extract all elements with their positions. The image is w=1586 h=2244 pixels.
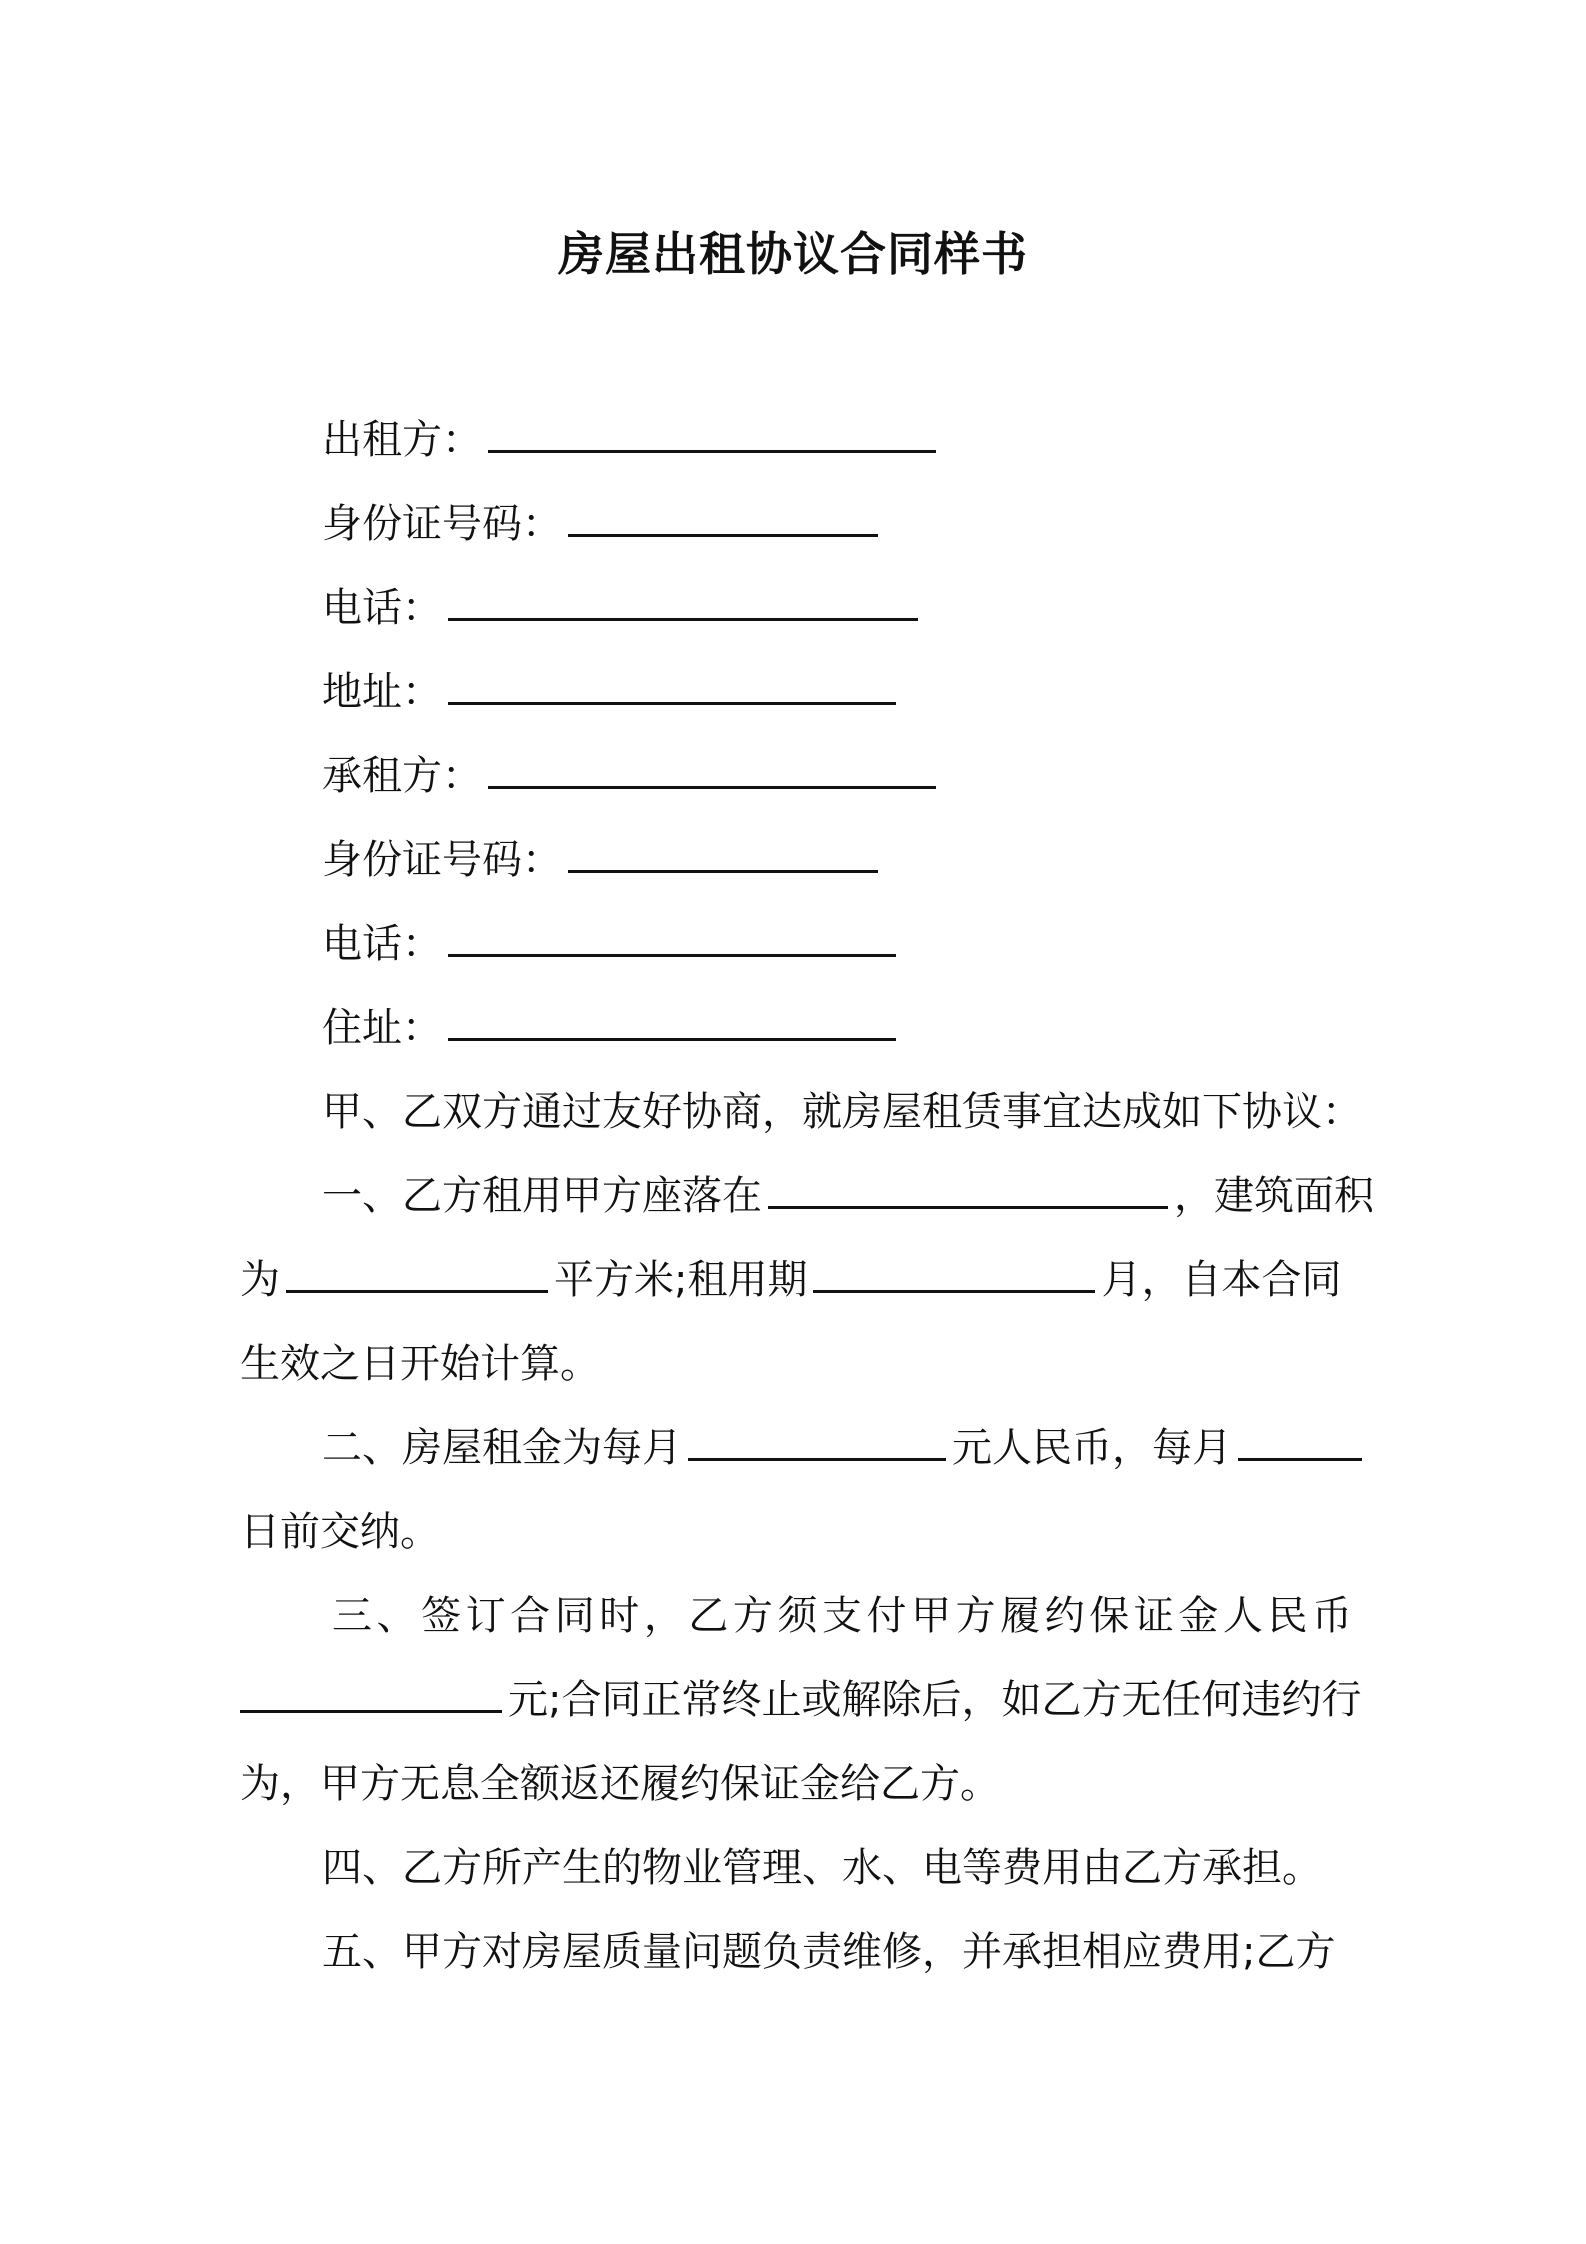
clause-1-text-a: 一、乙方租用甲方座落在 — [322, 1173, 762, 1219]
lessee-phone-label: 电话： — [322, 921, 442, 967]
clause-4: 四、乙方所产生的物业管理、水、电等费用由乙方承担。 — [322, 1845, 1322, 1891]
lessor-name-label: 出租方： — [322, 417, 482, 463]
clause-5-line-1: 五、甲方对房屋质量问题负责维修，并承担相应费用;乙方 — [322, 1929, 1336, 1975]
clause-1-text-e: 月，自本合同 — [1101, 1257, 1342, 1303]
lessor-phone-blank — [448, 584, 918, 621]
clause-2-day-blank — [1238, 1424, 1362, 1461]
clause-1-area-blank — [286, 1256, 548, 1293]
clause-3-line-2 — [240, 1674, 1361, 1726]
lessee-id-label: 身份证号码： — [322, 837, 562, 883]
lessee-name-field — [322, 750, 942, 802]
clause-3-line-3: 为，甲方无息全额返还履约保证金给乙方。 — [240, 1761, 1000, 1807]
lessee-id-field — [322, 834, 884, 886]
lessee-phone-field — [322, 918, 902, 970]
clause-2-line-1 — [322, 1422, 1368, 1474]
clause-1-line-2 — [240, 1254, 1341, 1306]
lessee-name-label: 承租方： — [322, 753, 482, 799]
lessor-phone-label: 电话： — [322, 585, 442, 631]
clause-1-term-blank — [813, 1256, 1095, 1293]
lessee-address-field — [322, 1002, 902, 1054]
lessor-address-field — [322, 666, 902, 718]
clause-1-line-1 — [322, 1170, 1374, 1222]
clause-2-line-2: 日前交纳。 — [240, 1509, 440, 1555]
clause-1-text-d: 平方米;租用期 — [554, 1257, 808, 1303]
lessor-name-blank — [488, 416, 936, 453]
lessee-name-blank — [488, 752, 936, 789]
lessee-id-blank — [568, 836, 878, 873]
clause-3-deposit-blank — [240, 1676, 502, 1713]
intro-paragraph: 甲、乙双方通过友好协商，就房屋租赁事宜达成如下协议： — [322, 1089, 1362, 1135]
lessor-id-field — [322, 498, 884, 550]
lessee-phone-blank — [448, 920, 896, 957]
lessor-id-label: 身份证号码： — [322, 501, 562, 547]
clause-2-text-b: 元人民币，每月 — [952, 1425, 1232, 1471]
clause-1-line-3: 生效之日开始计算。 — [240, 1341, 600, 1387]
clause-1-location-blank — [768, 1172, 1168, 1209]
clause-1-text-c: 为 — [240, 1257, 280, 1303]
clause-2-text-a: 二、房屋租金为每月 — [322, 1425, 682, 1471]
lessor-address-label: 地址： — [322, 669, 442, 715]
clause-3-line-1: 三、签订合同时，乙方须支付甲方履约保证金人民币 — [332, 1593, 1352, 1639]
document-title: 房屋出租协议合同样书 — [558, 227, 1028, 281]
lessor-phone-field — [322, 582, 924, 634]
clause-2-rent-blank — [688, 1424, 946, 1461]
lessor-id-blank — [568, 500, 878, 537]
clause-1-text-b: ，建筑面积 — [1174, 1173, 1374, 1219]
clause-3-text-b: 元;合同正常终止或解除后，如乙方无任何违约行 — [508, 1677, 1362, 1723]
lessee-address-blank — [448, 1004, 896, 1041]
lessor-address-blank — [448, 668, 896, 705]
lessor-name-field — [322, 414, 942, 466]
lessee-address-label: 住址： — [322, 1005, 442, 1051]
